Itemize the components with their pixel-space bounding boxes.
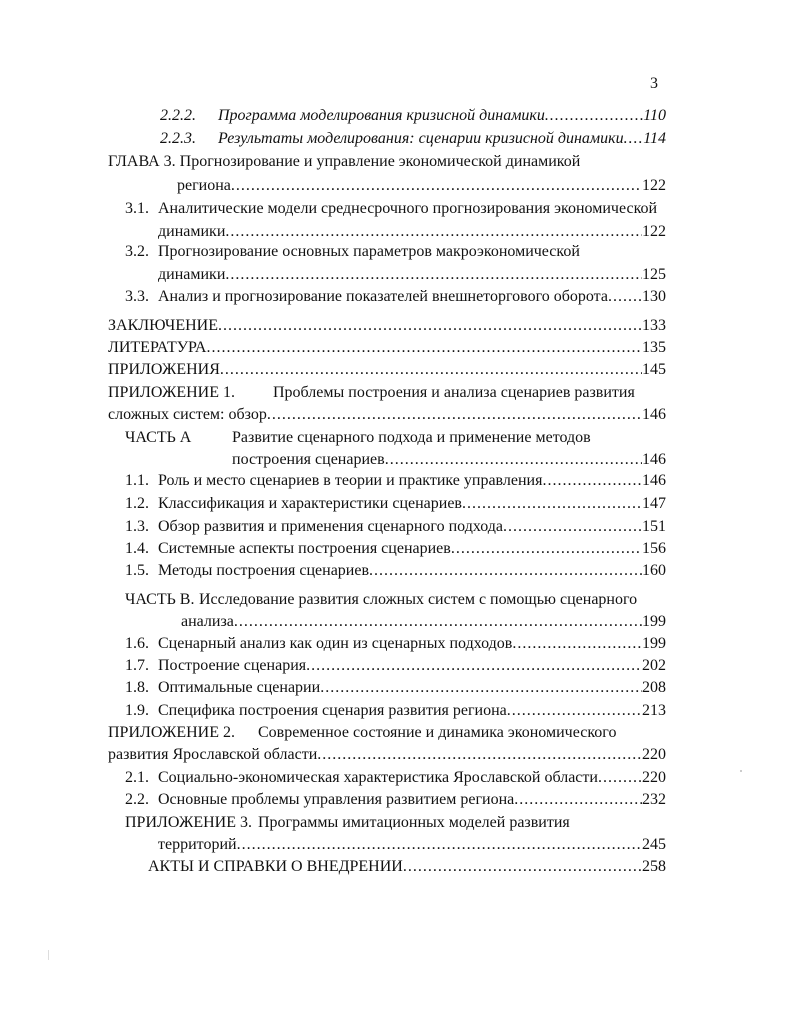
dot-leader [220,360,642,380]
toc-entry-number: 1.2. [125,495,149,512]
toc-entry-page: 199 [642,635,666,652]
toc-entry-title: Аналитические модели среднесрочного прогнозирования экономической [158,200,658,217]
toc-entry-title: ЗАКЛЮЧЕНИЕ [108,317,218,334]
toc-entry-page: 135 [642,339,666,356]
toc-entry-title: ПРИЛОЖЕНИЯ [108,361,220,378]
dot-leader [451,539,642,559]
toc-entry [125,242,580,262]
toc-entry [125,590,638,610]
toc-entry [108,383,635,403]
toc-entry-title: Оптимальные сценарии [158,679,321,696]
toc-entry-title: Современное состояние и динамика экономического [258,724,617,741]
dot-leader [608,287,642,307]
toc-entry [108,152,580,172]
toc-entry-page: 202 [642,657,666,674]
dot-leader [514,790,642,810]
toc-entry [125,634,666,654]
dot-leader [462,494,642,514]
toc-entry-title: Социально-экономическая характеристика Ярославской области [158,769,598,786]
dot-leader [218,316,642,336]
toc-entry-number: 1.6. [125,635,149,652]
toc-entry-title: Программы имитационных моделей развития [258,814,570,831]
toc-entry-title: Построение сценария [158,657,307,674]
toc-entry-page: 130 [642,288,666,305]
toc-entry-number: ПРИЛОЖЕНИЕ 1. [108,384,236,401]
toc-entry-number: 3.2. [125,243,149,260]
toc-entry-page: 145 [642,361,666,378]
toc-entry-title: ЛИТЕРАТУРА [108,339,207,356]
toc-entry-number: ПРИЛОЖЕНИЕ 3. [125,814,253,831]
dot-leader [206,338,642,358]
toc-entry-number: 2.1. [125,769,149,786]
toc-entry [148,857,666,877]
toc-entry-title: Специфика построения сценария развития региона [158,702,507,719]
toc-entry-page: 110 [643,107,666,124]
toc-entry-title: Развитие сценарного подхода и применение методов [232,429,591,446]
toc-entry [125,287,666,307]
dot-leader [225,265,642,285]
toc-entry-number: 3.1. [125,200,149,217]
dot-leader [598,768,642,788]
dot-leader [403,857,642,877]
toc-entry-title: динамики [158,223,226,240]
toc-entry-number: 1.7. [125,657,149,674]
toc-entry [125,813,570,833]
toc-entry-page: 258 [642,858,666,875]
toc-entry [158,835,666,855]
toc-entry [160,106,666,126]
dot-leader [542,471,642,491]
toc-entry-page: 156 [642,540,666,557]
toc-entry-page: 220 [642,746,666,763]
page-number: 3 [650,75,658,92]
toc-entry [125,701,666,721]
toc-entry-title: Прогнозирование основных параметров макроэкономической [158,243,580,260]
dot-leader [503,517,642,537]
toc-entry-number: 1.9. [125,702,149,719]
dot-leader [512,634,642,654]
dot-leader [306,656,642,676]
scan-mark [48,950,49,960]
toc-entry-title: Исследование развития сложных систем с помощью сценарного [199,591,638,608]
toc-entry [181,612,666,632]
toc-entry-title: Обзор развития и применения сценарного подхода [158,518,504,535]
dot-leader [507,701,642,721]
toc-entry-title: анализа [181,613,234,630]
toc-entry-title: Роль и место сценариев в теории и практике управления [158,472,543,489]
toc-entry-page: 160 [642,562,666,579]
toc-entry-page: 199 [642,613,666,630]
toc-entry-title: Системные аспекты построения сценариев [158,540,451,557]
toc-entry-page: 122 [642,223,666,240]
toc-entry [158,222,666,242]
toc-entry-page: 208 [642,679,666,696]
toc-entry-page: 232 [642,791,666,808]
toc-entry-title: Анализ и прогнозирование показателей внешнеторгового оборота [158,288,608,305]
dot-leader [237,835,642,855]
toc-entry [108,723,617,743]
toc-entry-title: АКТЫ И СПРАВКИ О ВНЕДРЕНИИ [148,858,403,875]
toc-entry-title: сложных систем: обзор [108,406,267,423]
toc-entry [125,428,591,448]
toc-entry-title: развития Ярославской области [108,746,318,763]
toc-entry-page: 213 [642,702,666,719]
toc-entry-page: 146 [642,472,666,489]
toc-entry [125,471,666,491]
toc-entry-title: Программа моделирования кризисной динамики [218,107,545,124]
toc-entry-title: территорий [158,836,237,853]
toc-entry [158,265,666,285]
scan-speck [740,770,742,772]
dot-leader [231,176,642,196]
dot-leader [267,405,642,425]
toc-entry [125,678,666,698]
toc-entry-number: 1.8. [125,679,149,696]
toc-entry-title: Результаты моделирования: сценарии кризисной динамики [218,130,624,147]
toc-entry [125,199,658,219]
dot-leader [317,745,642,765]
toc-entry [125,656,666,676]
toc-entry-number: ПРИЛОЖЕНИЕ 2. [108,724,236,741]
toc-entry-number: 1.5. [125,562,149,579]
toc-entry-number: ЧАСТЬ А [125,429,192,446]
dot-leader [234,612,642,632]
toc-entry [108,338,666,358]
toc-entry-page: 146 [642,451,666,468]
toc-entry-number: 3.3. [125,288,149,305]
dot-leader [369,561,642,581]
toc-entry-page: 146 [642,406,666,423]
toc-entry-page: 122 [642,177,666,194]
toc-entry-number: 1.1. [125,472,149,489]
toc-entry-page: 220 [642,769,666,786]
toc-entry-page: 147 [642,495,666,512]
toc-entry-page: 114 [643,130,666,147]
toc-entry-page: 245 [642,836,666,853]
toc-entry [177,176,666,196]
toc-entry-title: динамики [158,266,226,283]
toc-entry-title: Методы построения сценариев [158,562,370,579]
toc-entry [125,517,666,537]
toc-entry-number: 1.3. [125,518,149,535]
toc-entry [125,494,666,514]
toc-entry [108,360,666,380]
toc-entry-page: 125 [642,266,666,283]
dot-leader [225,222,642,242]
dot-leader [624,129,644,149]
dot-leader [385,450,642,470]
toc-entry-title: Сценарный анализ как один из сценарных подходов [158,635,513,652]
toc-entry [108,316,666,336]
toc-entry-title: региона [177,177,231,194]
toc-entry-title: Классификация и характеристики сценариев [158,495,462,512]
toc-entry-title: построения сценариев [232,451,385,468]
toc-entry-number: 1.4. [125,540,149,557]
toc-entry [108,405,666,425]
dot-leader [545,106,643,126]
toc-entry [125,539,666,559]
toc-entry [232,450,666,470]
toc-entry-title: Основные проблемы управления развитием региона [158,791,515,808]
toc-entry-title: Проблемы построения и анализа сценариев развития [273,384,635,401]
toc-entry-title: ГЛАВА 3. Прогнозирование и управление экономической динамикой [108,153,581,170]
dot-leader [320,678,642,698]
toc-entry [160,129,666,149]
toc-entry-page: 133 [642,317,666,334]
toc-entry [125,768,666,788]
toc-entry [108,745,666,765]
toc-entry-page: 151 [642,518,666,535]
toc-entry-number: 2.2.2. [160,107,196,124]
toc-entry [125,790,666,810]
toc-entry [125,561,666,581]
toc-entry-number: ЧАСТЬ В. [125,591,195,608]
toc-entry-number: 2.2.3. [160,130,196,147]
toc-entry-number: 2.2. [125,791,149,808]
